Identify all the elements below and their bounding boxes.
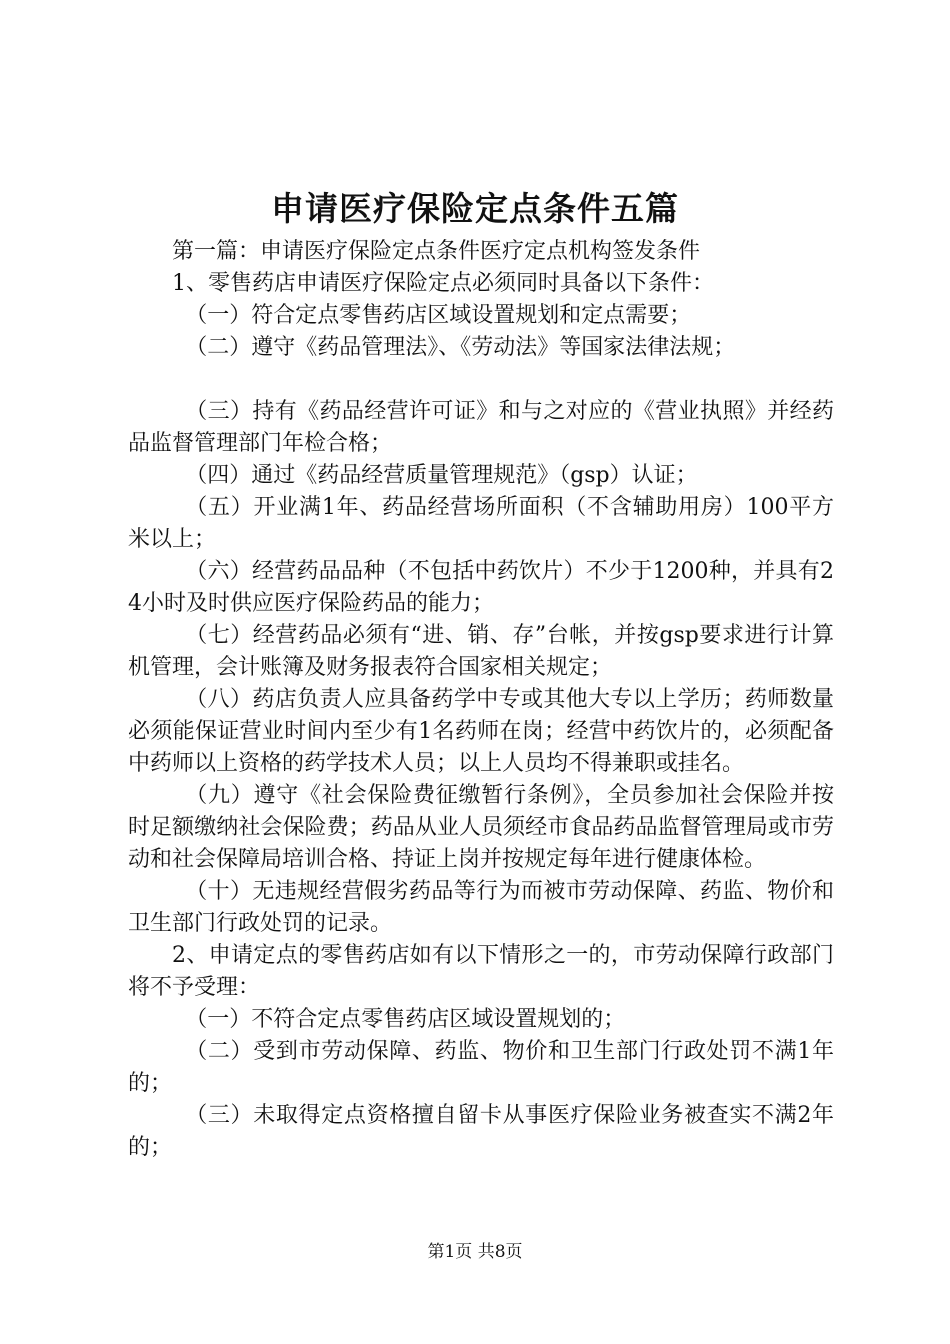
document-body [128, 236, 834, 1164]
list-item: （二）遵守《药品管理法》、《劳动法》等国家法律法规； [185, 335, 736, 360]
list-item: （一）不符合定点零售药店区域设置规划的； [185, 1007, 626, 1032]
list-item: （五）开业满1年、药品经营场所面积（不含辅助用房）100平方米以上； [128, 495, 834, 552]
document-title: 申请医疗保险定点条件五篇 [271, 189, 679, 228]
list-item: （三）持有《药品经营许可证》和与之对应的《营业执照》并经药品监督管理部门年检合格； [128, 399, 834, 456]
list-item: （六）经营药品品种（不包括中药饮片）不少于1200种，并具有24小时及时供应医疗保险药品的能力； [128, 559, 834, 616]
list-item: （二）受到市劳动保障、药监、物价和卫生部门行政处罚不满1年的； [128, 1039, 834, 1096]
clause-paragraph: 2、申请定点的零售药店如有以下情形之一的，市劳动保障行政部门将不予受理： [128, 943, 834, 1000]
list-item: （四）通过《药品经营质量管理规范》（gsp）认证； [185, 463, 698, 488]
list-item: （七）经营药品必须有“进、销、存”台帐，并按gsp要求进行计算机管理，会计账簿及财务报表符合国家相关规定； [128, 623, 834, 680]
list-item: （九）遵守《社会保险费征缴暂行条例》，全员参加社会保险并按时足额缴纳社会保险费；药品从业人员须经市食品药品监督管理局或市劳动和社会保障局培训合格、持证上岗并按规定每年进行健康体检。 [128, 783, 834, 872]
page-footer: 第1页 共8页 [427, 1242, 523, 1262]
section-heading: 第一篇：申请医疗保险定点条件医疗定点机构签发条件 [172, 239, 701, 264]
list-item: （十）无违规经营假劣药品等行为而被市劳动保障、药监、物价和卫生部门行政处罚的记录。 [128, 879, 834, 936]
clause-paragraph: 1、零售药店申请医疗保险定点必须同时具备以下条件： [172, 271, 714, 296]
list-item: （八）药店负责人应具备药学中专或其他大专以上学历；药师数量必须能保证营业时间内至少有1名药师在岗；经营中药饮片的，必须配备中药师以上资格的药学技术人员；以上人员均不得兼职或挂名。 [128, 687, 834, 776]
list-item: （三）未取得定点资格擅自留卡从事医疗保险业务被查实不满2年的； [128, 1103, 834, 1160]
list-item: （一）符合定点零售药店区域设置规划和定点需要； [185, 303, 692, 328]
